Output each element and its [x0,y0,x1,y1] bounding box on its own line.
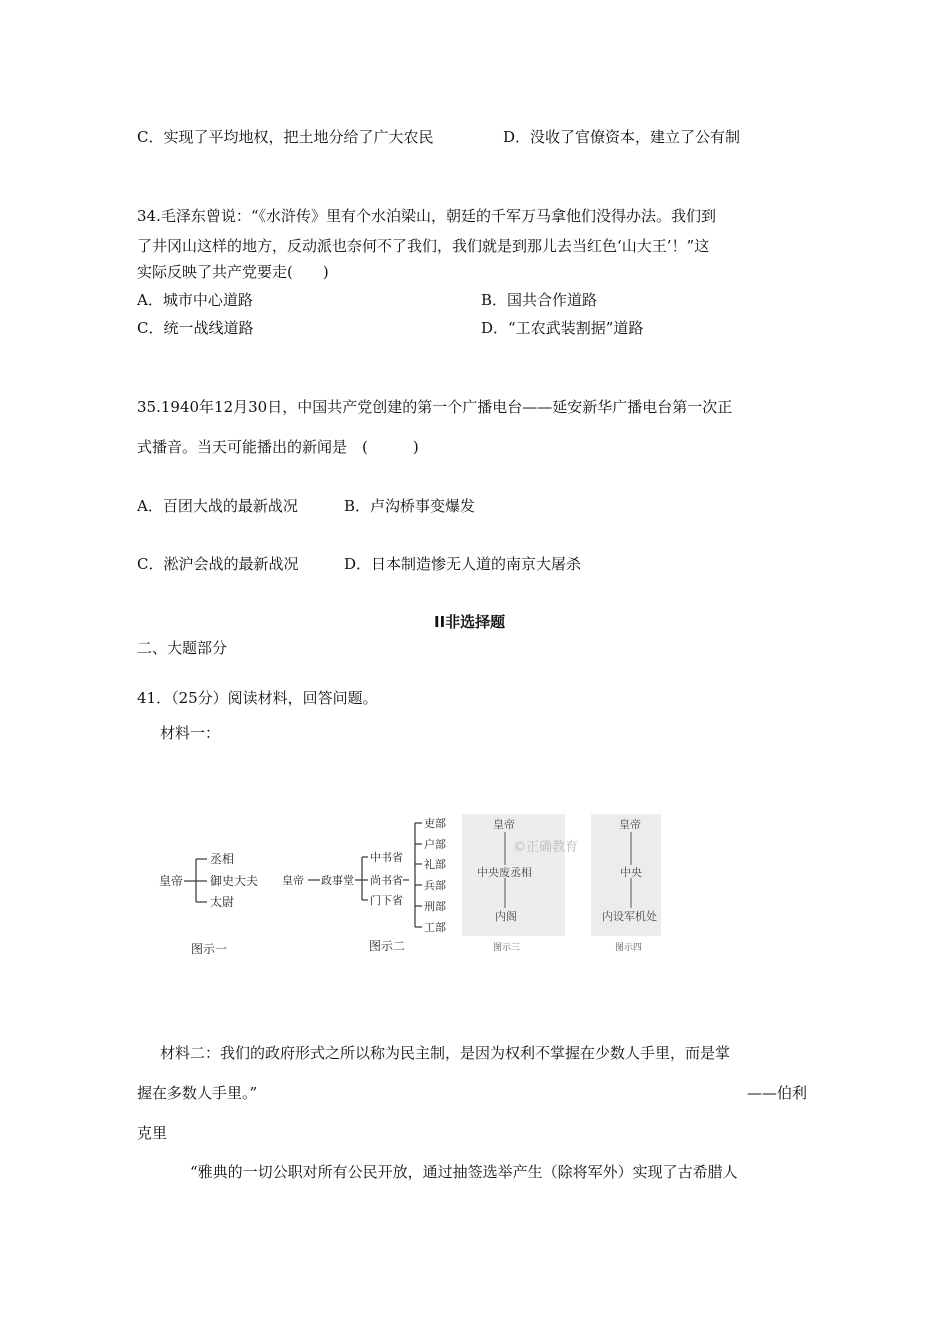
fig4-mid: 中央 [620,866,642,879]
fig2-ministry: 户部 [424,838,446,851]
fig1-item: 御史大夫 [210,874,259,888]
fig2-ministry: 兵部 [424,879,446,892]
q41-header: 41．（25分）阅读材料，回答问题。 [137,689,378,707]
fig2-caption: 图示二 [369,939,406,953]
fig2-ministry: 工部 [424,921,446,934]
fig3-top: 皇帝 [493,818,515,831]
fig4-bottom: 内设军机处 [602,910,657,923]
fig2-item: 中书省 [370,851,403,864]
material1-label: 材料一： [160,724,221,742]
option-b-q34: B．国共合作道路 [481,291,598,309]
section-title: II非选择题 [434,613,506,631]
fig3-caption: 图示三 [493,943,521,953]
fig2-ministry: 刑部 [424,900,446,913]
watermark: ©正确教育 [513,840,579,855]
government-structure-diagram [155,810,665,960]
material2-attribution-cont: 克里 [137,1124,168,1142]
option-a-q34: A．城市中心道路 [137,291,253,309]
fig4-top: 皇帝 [619,818,641,831]
fig2-mid: 政事堂 [321,874,354,887]
fig3-bottom: 内阁 [495,910,517,923]
option-c-q35: C．淞沪会战的最新战况 [137,555,299,573]
fig4-caption: 图示四 [615,943,643,953]
section-subtitle: 二、大题部分 [137,639,228,657]
fig1-item: 丞相 [210,852,235,866]
fig2-item: 门下省 [370,894,403,907]
q35-line2: 式播音。当天可能播出的新闻是 ( ) [137,438,419,456]
fig1-root: 皇帝 [159,874,184,888]
material2-line2: 握在多数人手里。” [137,1084,258,1102]
fig2-ministry: 礼部 [424,858,446,871]
material2-line3: “雅典的一切公职对所有公民开放，通过抽签选举产生（除将军外）实现了古希腊人 [190,1163,738,1181]
fig1-caption: 图示一 [191,942,228,956]
option-a-q35: A．百团大战的最新战况 [137,497,298,515]
option-d-q33: D．没收了官僚资本，建立了公有制 [503,128,741,146]
fig1-item: 太尉 [210,895,235,909]
option-c-q34: C．统一战线道路 [137,319,254,337]
fig2-root: 皇帝 [282,874,304,887]
material2-line1: 材料二：我们的政府形式之所以称为民主制，是因为权利不掌握在少数人手里，而是掌 [160,1044,731,1062]
fig2-item: 尚书省 [370,874,403,887]
q34-line3: 实际反映了共产党要走( ) [137,263,329,281]
fig2-ministry: 吏部 [424,817,446,830]
fig3-mid: 中央废丞相 [477,866,532,879]
option-d-q34: D．“工农武装割据”道路 [481,319,644,337]
option-c-q33: C．实现了平均地权，把土地分给了广大农民 [137,128,434,146]
option-d-q35: D．日本制造惨无人道的南京大屠杀 [344,555,582,573]
q34-line2: 了井冈山这样的地方，反动派也奈何不了我们，我们就是到那儿去当红色‘山大王’！”这 [137,237,710,255]
q35-line1: 35.1940年12月30日，中国共产党创建的第一个广播电台——延安新华广播电台第一次正 [137,398,733,416]
option-b-q35: B．卢沟桥事变爆发 [344,497,476,515]
q34-line1: 34.毛泽东曾说：“《水浒传》里有个水泊梁山，朝廷的千军万马拿他们没得办法。我们到 [137,207,717,225]
material2-attribution: ——伯利 [747,1084,808,1102]
